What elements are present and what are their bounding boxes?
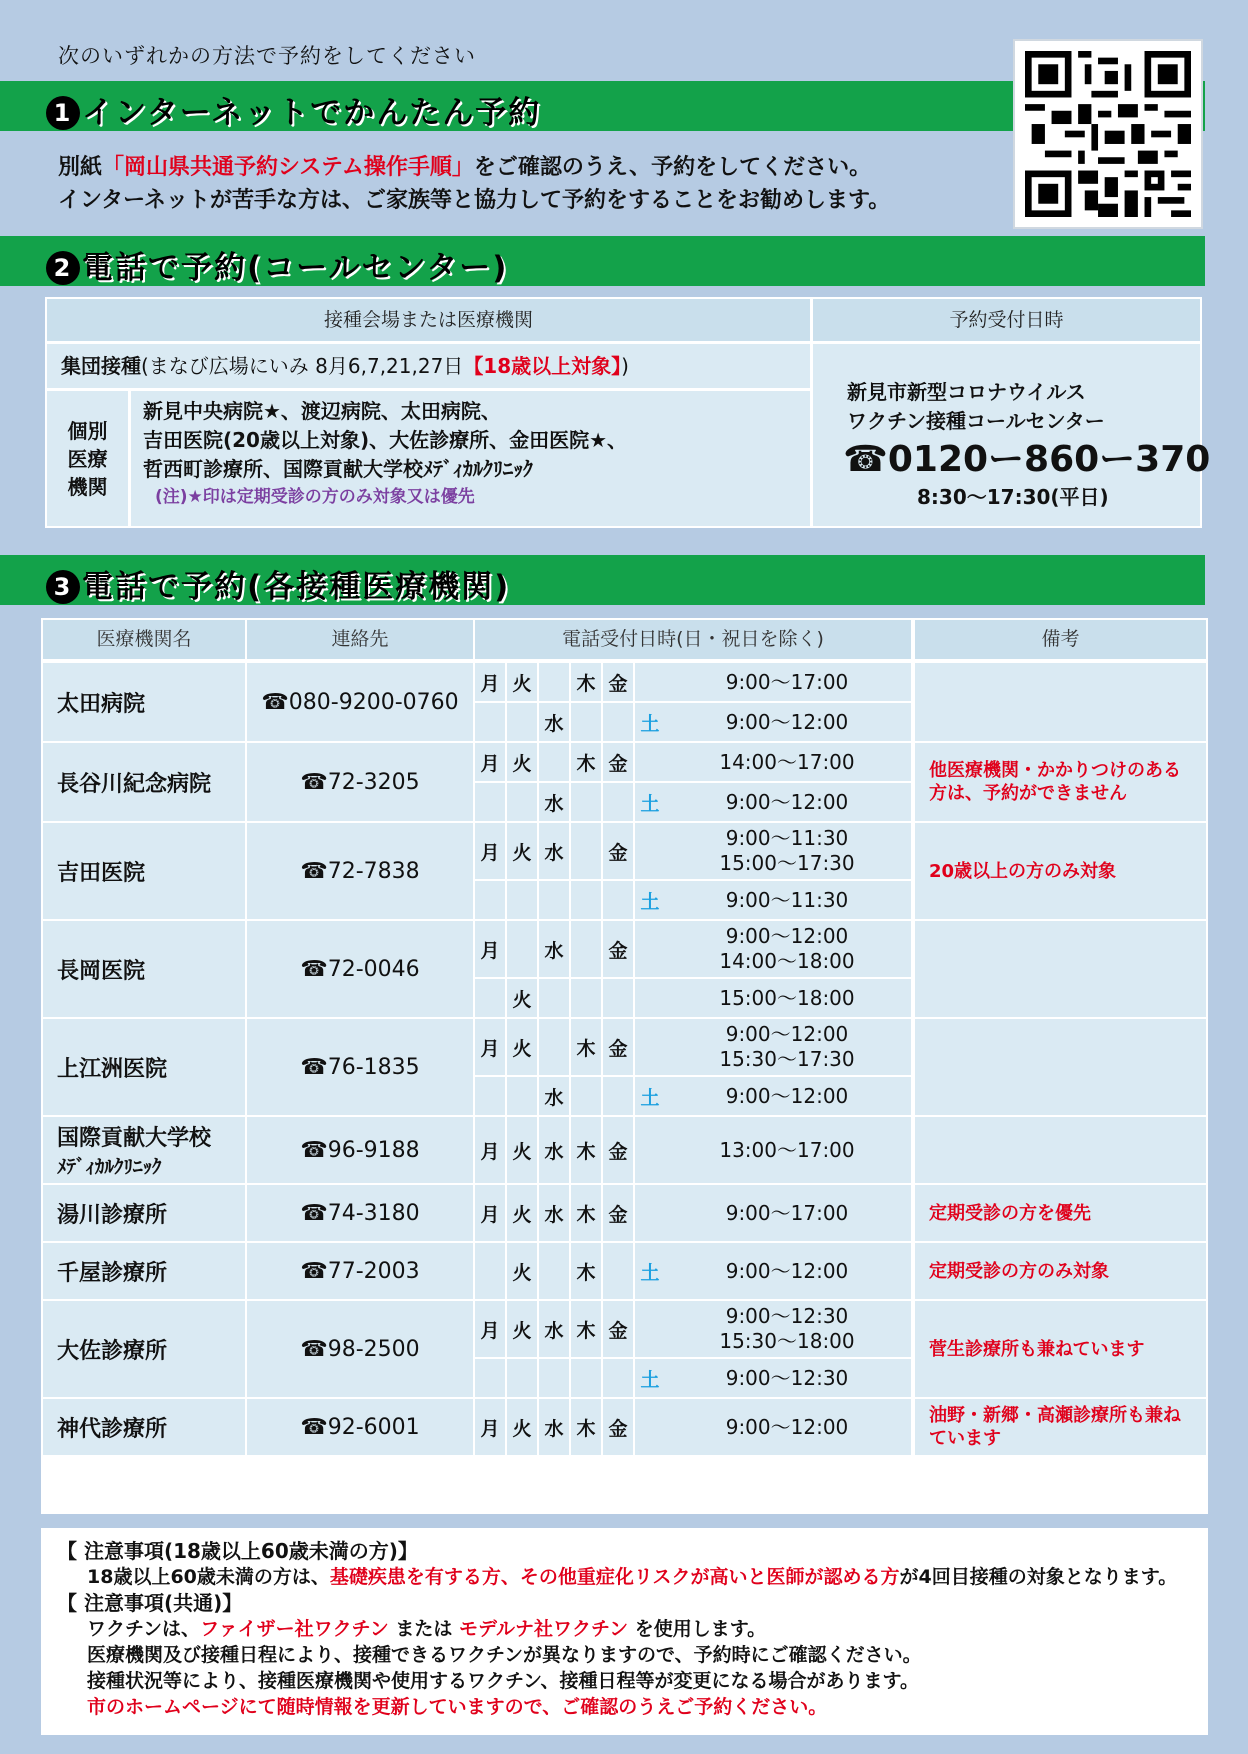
day-cell: [507, 1359, 537, 1397]
notes-para-3: 医療機関及び接種日程により、接種できるワクチンが異なりますので、予約時にご確認ください。: [87, 1644, 922, 1666]
day-cell: 金: [603, 823, 633, 879]
clinic-name: 吉田医院: [43, 823, 245, 919]
qr-code-icon: [1025, 51, 1191, 217]
time-value: 9:00〜12:00: [725, 1022, 849, 1046]
time-value: 15:00〜17:30: [719, 851, 855, 875]
manual-link[interactable]: 「岡山県共通予約システム操作手順」: [102, 155, 474, 180]
pfizer-text: ファイザー社ワクチン: [200, 1618, 389, 1640]
day-cell: 木: [571, 1185, 601, 1241]
clinic-phone[interactable]: ☎98-2500: [247, 1301, 473, 1397]
callcenter-hours: 8:30〜17:30(平日): [917, 485, 1109, 509]
day-cell: [603, 1077, 633, 1115]
day-cell: [571, 823, 601, 879]
day-cell: 土: [635, 783, 665, 821]
group-vaccination-end: ): [621, 354, 629, 378]
time-value: 9:00〜12:00: [725, 1258, 849, 1283]
day-cell: [635, 921, 665, 977]
day-cell: 金: [603, 1399, 633, 1455]
day-cell: 水: [539, 823, 569, 879]
day-cell: 木: [571, 1399, 601, 1455]
moderna-text: モデルナ社ワクチン: [458, 1618, 629, 1640]
section2-number: 2: [46, 251, 80, 285]
notes-para-4: 接種状況等により、接種医療機関や使用するワクチン、接種日程等が変更になる場合があります。: [87, 1670, 920, 1692]
day-cell: [635, 979, 665, 1017]
time-value: 14:00〜18:00: [719, 949, 855, 973]
callcenter-info: [813, 344, 1211, 526]
day-cell: 土: [635, 881, 665, 919]
day-cell: [603, 1359, 633, 1397]
clinic-name: 長谷川紀念病院: [43, 743, 245, 821]
day-cell: [539, 1243, 569, 1299]
day-cell: [475, 1077, 505, 1115]
day-cell: [635, 1019, 665, 1075]
day-cell: [539, 881, 569, 919]
day-cell: [603, 1243, 633, 1299]
day-cell: 水: [539, 1399, 569, 1455]
group-vaccination-label: 集団接種: [61, 354, 141, 378]
day-cell: 月: [475, 823, 505, 879]
day-cell: 水: [539, 1185, 569, 1241]
day-cell: [507, 1077, 537, 1115]
individual-label-3: 機関: [67, 474, 108, 499]
section1-line1-post: をご確認のうえ、予約をしてください。: [473, 155, 872, 180]
notes-para-1: [57, 1564, 1192, 1590]
clinic-table: [41, 618, 1208, 1514]
time-value: 15:30〜17:30: [719, 1047, 855, 1071]
section1-number: 1: [46, 96, 80, 130]
day-cell: [571, 703, 601, 741]
day-cell: [507, 703, 537, 741]
callcenter-name-2: ワクチン接種コールセンター: [847, 409, 1105, 433]
header-contact: 連絡先: [247, 620, 473, 659]
intro-text: 次のいずれかの方法で予約をしてください: [58, 44, 476, 68]
time-value: 14:00〜17:00: [719, 749, 855, 774]
notes-para-1-pre: 18歳以上60歳未満の方は、: [87, 1566, 330, 1588]
clinic-phone[interactable]: ☎92-6001: [247, 1399, 473, 1455]
day-cell: 火: [507, 979, 537, 1017]
day-cell: 水: [539, 783, 569, 821]
clinic-name: 太田病院: [43, 663, 245, 741]
clinic-name: 長岡医院: [43, 921, 245, 1017]
time-value: 15:30〜18:00: [719, 1329, 855, 1353]
day-cell: 月: [475, 663, 505, 701]
section1-line1: [58, 150, 871, 181]
section3-title: [46, 561, 510, 606]
day-cell: [603, 881, 633, 919]
section3-number: 3: [46, 570, 80, 604]
day-cell: [635, 1399, 665, 1455]
day-cell: 月: [475, 921, 505, 977]
time-cell: [663, 1399, 911, 1455]
day-cell: [635, 743, 665, 781]
clinic-phone[interactable]: ☎72-3205: [247, 743, 473, 821]
individual-label: [47, 391, 128, 526]
section1-title-text: インターネットでかんたん予約: [82, 95, 542, 131]
day-cell: 金: [603, 1117, 633, 1183]
time-cell: [663, 1117, 911, 1183]
day-cell: 金: [603, 1301, 633, 1357]
section1-title: [46, 87, 541, 132]
day-cell: 水: [539, 1117, 569, 1183]
clinic-name-line2: ﾒﾃﾞｨｶﾙｸﾘﾆｯｸ: [57, 1156, 162, 1178]
header-reception-time: 電話受付日時(日・祝日を除く): [475, 620, 911, 659]
day-cell: 月: [475, 1019, 505, 1075]
section1-line1-pre: 別紙: [58, 155, 103, 180]
day-cell: 金: [603, 1019, 633, 1075]
day-cell: 金: [603, 921, 633, 977]
day-cell: 月: [475, 1185, 505, 1241]
day-cell: 火: [507, 1117, 537, 1183]
day-cell: [571, 783, 601, 821]
section2-title-text: 電話で予約(コールセンター): [82, 250, 509, 286]
time-cell: [663, 1019, 911, 1075]
individual-clinics-line2: 吉田医院(20歳以上対象)、大佐診療所、金田医院★、: [143, 428, 628, 452]
qr-code[interactable]: [1013, 39, 1203, 229]
clinic-phone[interactable]: ☎080-9200-0760: [247, 663, 473, 741]
callcenter-name-1: 新見市新型コロナウイルス: [847, 380, 1086, 404]
notes-para-5: 市のホームページにて随時情報を更新していますので、ご確認のうえご予約ください。: [87, 1696, 828, 1718]
callcenter-table: [45, 297, 1211, 528]
clinic-phone[interactable]: ☎72-0046: [247, 921, 473, 1017]
time-cell: [663, 703, 911, 741]
time-value: 9:00〜12:00: [725, 1083, 849, 1108]
clinic-phone[interactable]: ☎72-7838: [247, 823, 473, 919]
day-cell: [603, 979, 633, 1017]
day-cell: 金: [603, 663, 633, 701]
day-cell: 火: [507, 1185, 537, 1241]
day-cell: [635, 663, 665, 701]
group-vaccination-row: [47, 344, 810, 388]
notes-heading-2: 【 注意事項(共通)】: [57, 1591, 243, 1615]
clinic-note: 油野・新郷・高瀬診療所も兼ねています: [915, 1399, 1206, 1455]
day-cell: [507, 881, 537, 919]
individual-label-1: 個別: [67, 418, 108, 443]
individual-clinics-line3: 哲西町診療所、国際貢献大学校ﾒﾃﾞｨｶﾙｸﾘﾆｯｸ: [143, 457, 533, 481]
day-cell: [475, 1359, 505, 1397]
time-value: 9:00〜11:30: [725, 887, 849, 912]
clinic-phone[interactable]: ☎77-2003: [247, 1243, 473, 1299]
day-cell: [571, 979, 601, 1017]
callcenter-header-venue: 接種会場または医療機関: [47, 299, 810, 341]
day-cell: 水: [539, 921, 569, 977]
clinic-name: [43, 1117, 245, 1183]
time-value: 9:00〜12:00: [725, 789, 849, 814]
day-cell: [571, 1359, 601, 1397]
clinic-name: 神代診療所: [43, 1399, 245, 1455]
notes-para-2-pre: ワクチンは、: [87, 1618, 201, 1640]
day-cell: 火: [507, 663, 537, 701]
day-cell: [475, 783, 505, 821]
day-cell: 木: [571, 1301, 601, 1357]
section1-line2: インターネットが苦手な方は、ご家族等と協力して予約をすることをお勧めします。: [58, 188, 891, 213]
day-cell: [635, 823, 665, 879]
time-cell: [663, 881, 911, 919]
time-value: 13:00〜17:00: [719, 1137, 855, 1162]
clinic-note: [915, 663, 1206, 741]
day-cell: [571, 921, 601, 977]
day-cell: [475, 979, 505, 1017]
day-cell: 木: [571, 663, 601, 701]
day-cell: 木: [571, 1019, 601, 1075]
time-cell: [663, 783, 911, 821]
day-cell: [571, 881, 601, 919]
section3-title-text: 電話で予約(各接種医療機関): [82, 569, 511, 605]
day-cell: [603, 703, 633, 741]
callcenter-header-time: 予約受付日時: [813, 299, 1200, 341]
group-vaccination-age: 【18歳以上対象】: [463, 354, 622, 378]
clinic-note: 他医療機関・かかりつけのある方は、予約ができません: [915, 743, 1206, 821]
clinic-name: 大佐診療所: [43, 1301, 245, 1397]
individual-clinics: [131, 391, 810, 526]
notes-para-2: [57, 1616, 1192, 1642]
day-cell: 木: [571, 743, 601, 781]
time-value: 9:00〜17:00: [725, 669, 849, 694]
day-cell: 土: [635, 1243, 665, 1299]
day-cell: 水: [539, 703, 569, 741]
notes-para-2-mid: または: [388, 1618, 459, 1640]
day-cell: 水: [539, 1301, 569, 1357]
day-cell: [571, 1077, 601, 1115]
day-cell: 土: [635, 1359, 665, 1397]
day-cell: [539, 743, 569, 781]
notes-para-1-red: 基礎疾患を有する方、その他重症化リスクが高いと医師が認める方: [329, 1566, 900, 1588]
time-cell: [663, 1077, 911, 1115]
time-value: 9:00〜12:30: [725, 1365, 849, 1390]
day-cell: 金: [603, 1185, 633, 1241]
time-value: 9:00〜12:00: [725, 924, 849, 948]
day-cell: 月: [475, 1301, 505, 1357]
time-cell: [663, 1359, 911, 1397]
time-cell: [663, 979, 911, 1017]
day-cell: [539, 663, 569, 701]
clinic-name-line1: 国際貢献大学校: [57, 1126, 212, 1151]
time-value: 9:00〜12:00: [725, 1414, 849, 1439]
group-vaccination-detail: (まなび広場にいみ 8月6,7,21,27日: [141, 354, 464, 378]
callcenter-phone[interactable]: ☎0120ー860ー370: [843, 439, 1211, 480]
day-cell: 月: [475, 743, 505, 781]
day-cell: [507, 783, 537, 821]
day-cell: 火: [507, 1243, 537, 1299]
day-cell: 月: [475, 1117, 505, 1183]
time-cell: [663, 1301, 911, 1357]
time-value: 9:00〜11:30: [725, 826, 849, 850]
clinic-name: 上江洲医院: [43, 1019, 245, 1115]
day-cell: 金: [603, 743, 633, 781]
notes-para-1-post: が4回目接種の対象となります。: [899, 1566, 1178, 1588]
individual-clinics-note: (注)★印は定期受診の方のみ対象又は優先: [155, 487, 475, 507]
time-value: 9:00〜17:00: [725, 1200, 849, 1225]
time-value: 9:00〜12:30: [725, 1304, 849, 1328]
clinic-phone[interactable]: ☎74-3180: [247, 1185, 473, 1241]
day-cell: 月: [475, 1399, 505, 1455]
day-cell: [539, 979, 569, 1017]
day-cell: [539, 1019, 569, 1075]
clinic-note: 20歳以上の方のみ対象: [915, 823, 1206, 919]
day-cell: [475, 881, 505, 919]
time-cell: [663, 743, 911, 781]
notes-heading-1: 【 注意事項(18歳以上60歳未満の方)】: [57, 1539, 418, 1563]
clinic-note: 菅生診療所も兼ねています: [915, 1301, 1206, 1397]
time-cell: [663, 1243, 911, 1299]
day-cell: [603, 783, 633, 821]
individual-label-2: 医療: [67, 446, 108, 471]
day-cell: 火: [507, 823, 537, 879]
time-value: 9:00〜12:00: [725, 709, 849, 734]
day-cell: 木: [571, 1243, 601, 1299]
time-cell: [663, 823, 911, 879]
day-cell: 火: [507, 1019, 537, 1075]
section2-title: [46, 242, 508, 287]
notes-para-2-post: を使用します。: [628, 1618, 767, 1640]
day-cell: [635, 1301, 665, 1357]
time-cell: [663, 1185, 911, 1241]
notes-box: [41, 1528, 1208, 1735]
header-clinic-name: 医療機関名: [43, 620, 245, 659]
clinic-note: [915, 1117, 1206, 1183]
day-cell: 火: [507, 1301, 537, 1357]
day-cell: 水: [539, 1077, 569, 1115]
clinic-note: [915, 921, 1206, 1017]
day-cell: [507, 921, 537, 977]
day-cell: [635, 1185, 665, 1241]
clinic-phone[interactable]: ☎96-9188: [247, 1117, 473, 1183]
clinic-name: 千屋診療所: [43, 1243, 245, 1299]
day-cell: 土: [635, 1077, 665, 1115]
individual-clinics-line1: 新見中央病院★、渡辺病院、太田病院、: [143, 399, 501, 423]
clinic-note: 定期受診の方を優先: [915, 1185, 1206, 1241]
day-cell: 土: [635, 703, 665, 741]
clinic-note: [915, 1019, 1206, 1115]
time-cell: [663, 663, 911, 701]
time-value: 15:00〜18:00: [719, 985, 855, 1010]
day-cell: 火: [507, 743, 537, 781]
header-remarks: 備考: [915, 620, 1206, 659]
clinic-note: 定期受診の方のみ対象: [915, 1243, 1206, 1299]
day-cell: [475, 703, 505, 741]
day-cell: 火: [507, 1399, 537, 1455]
day-cell: [635, 1117, 665, 1183]
clinic-phone[interactable]: ☎76-1835: [247, 1019, 473, 1115]
time-cell: [663, 921, 911, 977]
day-cell: [475, 1243, 505, 1299]
day-cell: [539, 1359, 569, 1397]
clinic-name: 湯川診療所: [43, 1185, 245, 1241]
day-cell: 木: [571, 1117, 601, 1183]
